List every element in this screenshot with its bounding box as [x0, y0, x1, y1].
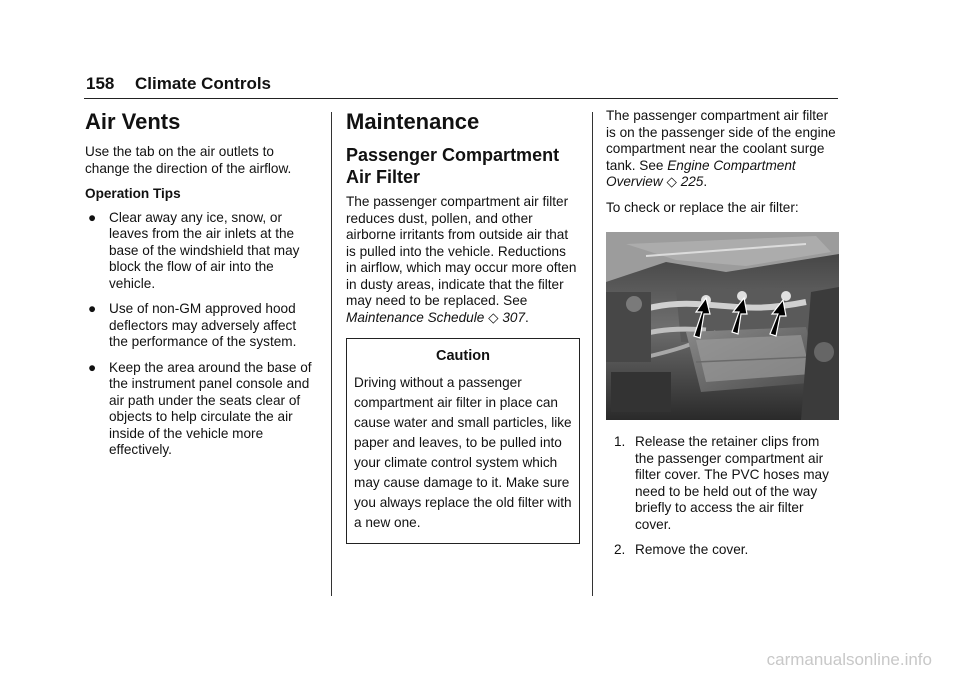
maintenance-schedule-link[interactable]: Maintenance Schedule — [346, 309, 485, 325]
filter-location-body: The passenger compartment air filter is on the passenger side of the engine compartment near the coolant surge tank. See Engine Compartment Overview ◇ 225. — [606, 108, 836, 189]
page-ref-icon: ◇ — [666, 174, 677, 189]
bullet-icon: ● — [88, 301, 97, 316]
page-ref[interactable]: 307 — [502, 309, 526, 325]
list-item — [606, 434, 840, 533]
engine-compartment-link[interactable]: Engine Compartment Overview — [606, 157, 796, 189]
list-item — [85, 360, 317, 459]
page-ref[interactable]: 225 — [680, 174, 704, 189]
air-filter-body: The passenger compartment air filter reduces dust, pollen, and other airborne irritants from outside air that is pulled into the vehicle. Reductions in airflow, which may occur more often in dusty areas, indicate that the filter may need to be replaced. See Maintenance Schedule ◇ 307. — [346, 194, 577, 325]
list-item-text: Clear away any ice, snow, or leaves from the air inlets at the base of the windshield that may block the flow of air into the vehicle. — [109, 209, 300, 291]
engine-compartment-photo — [606, 232, 839, 420]
maintenance-heading: Maintenance — [346, 109, 480, 134]
bullet-icon: ● — [88, 209, 97, 225]
step-text: Release the retainer clips from the passenger compartment air filter cover. The PVC hoses may need to be held out of the way briefly to access the air filter cover. — [635, 434, 829, 532]
bullet-icon: ● — [88, 359, 97, 375]
step-text: Remove the cover. — [635, 542, 749, 557]
list-item-text: Use of non-GM approved hood deflectors may adversely affect the performance of the system. — [109, 301, 297, 349]
page-ref-icon: ◇ — [488, 309, 499, 325]
section-title: Climate Controls — [135, 74, 272, 93]
step-number: 2. — [614, 542, 626, 557]
watermark: carmanualsonline.info — [766, 650, 932, 669]
step-number: 1. — [614, 434, 626, 449]
caution-body: Driving without a passenger compartment air filter in place can cause water and small particles, like paper and leaves, to be pulled into your climate control system which may cause damage to it. Make sure you always replace the old filter with a new one. — [354, 374, 572, 530]
air-vents-intro: Use the tab on the air outlets to change the direction of the airflow. — [85, 144, 292, 176]
air-filter-heading: Passenger Compartment Air Filter — [346, 145, 560, 187]
operation-tips-heading: Operation Tips — [85, 186, 181, 201]
page-number: 158 — [86, 74, 115, 93]
list-item — [85, 210, 317, 293]
filter-location-column — [606, 108, 840, 568]
air-vents-column — [85, 108, 317, 468]
caution-title: Caution — [436, 348, 490, 364]
column-divider — [592, 112, 593, 596]
list-item-text: Keep the area around the base of the instrument panel console and air path under the seats clear of objects to help circulate the air inside of the vehicle more effectively. — [109, 359, 312, 457]
list-item — [85, 301, 317, 351]
list-item — [606, 542, 840, 559]
instruction-text: To check or replace the air filter: — [606, 199, 799, 215]
air-vents-heading: Air Vents — [85, 109, 181, 134]
caution-box — [346, 338, 580, 544]
page-header — [84, 72, 838, 99]
maintenance-column — [346, 108, 580, 544]
column-divider — [331, 112, 332, 596]
